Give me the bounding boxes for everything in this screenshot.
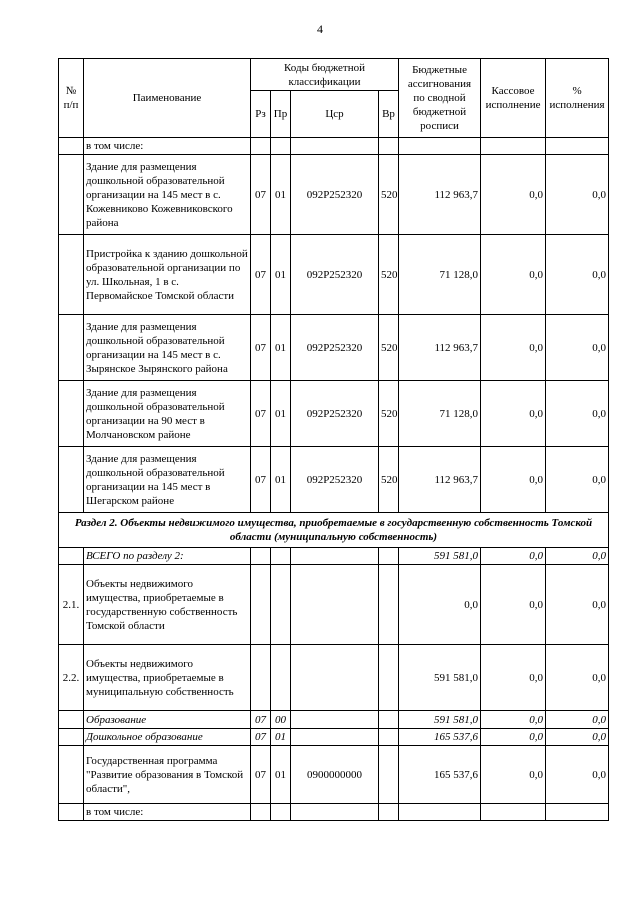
row-rz: 07 [251, 315, 271, 381]
row-name: Государственная программа "Развитие образования в Томской области", [84, 746, 251, 804]
row-name: в том числе: [84, 804, 251, 821]
table-row [59, 804, 609, 821]
row-budget: 112 963,7 [399, 315, 481, 381]
total-label: ВСЕГО по разделу 2: [84, 548, 251, 565]
row-num [59, 804, 84, 821]
row-budget: 71 128,0 [399, 235, 481, 315]
table-row [59, 645, 609, 711]
row-name: Здание для размещения дошкольной образовательной организации на 145 мест в Шегарском районе [84, 447, 251, 513]
row-cash: 0,0 [481, 729, 546, 746]
table-row [59, 447, 609, 513]
row-cash: 0,0 [481, 711, 546, 729]
row-percent: 0,0 [546, 155, 609, 235]
row-num [59, 729, 84, 746]
row-percent: 0,0 [546, 315, 609, 381]
header-vr: Вр [379, 91, 399, 138]
section-title: Раздел 2. Объекты недвижимого имущества, приобретаемые в государственную собственность Томской области (муниципальную собственность) [59, 513, 609, 548]
row-name: Объекты недвижимого имущества, приобретаемые в муниципальную собственность [84, 645, 251, 711]
header-csr: Цср [291, 91, 379, 138]
row-cash: 0,0 [481, 645, 546, 711]
row-budget: 591 581,0 [399, 645, 481, 711]
row-pr [271, 645, 291, 711]
row-csr [291, 565, 379, 645]
row-budget [399, 804, 481, 821]
table-row [59, 711, 609, 729]
row-csr: 092P252320 [291, 315, 379, 381]
row-percent: 0,0 [546, 381, 609, 447]
row-pr: 01 [271, 155, 291, 235]
budget-table [58, 58, 609, 821]
row-pr: 01 [271, 729, 291, 746]
table-row [59, 155, 609, 235]
row-percent: 0,0 [546, 729, 609, 746]
row-name: Здание для размещения дошкольной образовательной организации на 145 мест в с. Зырянское Зырянского района [84, 315, 251, 381]
row-csr: 0900000000 [291, 746, 379, 804]
row-csr: 092P252320 [291, 155, 379, 235]
page-number: 4 [317, 22, 323, 36]
table-row [59, 235, 609, 315]
row-rz [251, 565, 271, 645]
total-cash: 0,0 [481, 548, 546, 565]
row-vr: 520 [379, 235, 399, 315]
row-pr [271, 804, 291, 821]
row-name: Пристройка к зданию дошкольной образовательной организации по ул. Школьная, 1 в с. Первомайское Томской области [84, 235, 251, 315]
row-pr: 01 [271, 381, 291, 447]
row-rz: 07 [251, 746, 271, 804]
row-csr [291, 729, 379, 746]
row-csr: 092P252320 [291, 235, 379, 315]
row-cash: 0,0 [481, 447, 546, 513]
row-rz: 07 [251, 711, 271, 729]
row-budget: 112 963,7 [399, 155, 481, 235]
row-vr: 520 [379, 447, 399, 513]
row-num [59, 138, 84, 155]
total-row [59, 548, 609, 565]
table-row [59, 746, 609, 804]
row-cash: 0,0 [481, 235, 546, 315]
row-pr: 01 [271, 235, 291, 315]
row-pr: 01 [271, 447, 291, 513]
table-body-part1 [59, 138, 609, 513]
section-title-row [59, 513, 609, 548]
row-budget: 165 537,6 [399, 746, 481, 804]
row-csr [291, 711, 379, 729]
table-body-part2 [59, 565, 609, 821]
row-cash [481, 138, 546, 155]
row-percent: 0,0 [546, 645, 609, 711]
row-vr: 520 [379, 315, 399, 381]
row-csr [291, 804, 379, 821]
row-percent: 0,0 [546, 746, 609, 804]
row-budget: 71 128,0 [399, 381, 481, 447]
row-budget: 591 581,0 [399, 711, 481, 729]
row-vr [379, 565, 399, 645]
row-name: Здание для размещения дошкольной образовательной организации на 90 мест в Молчановском районе [84, 381, 251, 447]
row-name: Объекты недвижимого имущества, приобретаемые в государственную собственность Томской области [84, 565, 251, 645]
row-cash: 0,0 [481, 565, 546, 645]
row-csr [291, 138, 379, 155]
row-cash: 0,0 [481, 746, 546, 804]
row-num [59, 235, 84, 315]
row-percent [546, 804, 609, 821]
header-name: Паименование [84, 59, 251, 138]
row-percent: 0,0 [546, 711, 609, 729]
row-name: Образование [84, 711, 251, 729]
row-vr: 520 [379, 381, 399, 447]
row-num [59, 711, 84, 729]
row-rz: 07 [251, 447, 271, 513]
row-num [59, 155, 84, 235]
row-num: 2.2. [59, 645, 84, 711]
header-pr: Пр [271, 91, 291, 138]
header-percent: % исполнения [546, 59, 609, 138]
row-percent: 0,0 [546, 447, 609, 513]
row-percent [546, 138, 609, 155]
table-row [59, 381, 609, 447]
header-codes: Коды бюджетной классификации [251, 59, 399, 91]
section-2 [59, 513, 609, 565]
row-csr: 092P252320 [291, 447, 379, 513]
header-rz: Рз [251, 91, 271, 138]
row-rz [251, 138, 271, 155]
row-num [59, 746, 84, 804]
row-cash: 0,0 [481, 315, 546, 381]
row-percent: 0,0 [546, 565, 609, 645]
row-num [59, 381, 84, 447]
table-row [59, 565, 609, 645]
row-num: 2.1. [59, 565, 84, 645]
row-vr [379, 138, 399, 155]
header-num: № п/п [59, 59, 84, 138]
row-name: Здание для размещения дошкольной образовательной организации на 145 мест в с. Кожевниково Кожевниковского района [84, 155, 251, 235]
row-rz [251, 804, 271, 821]
table-row [59, 138, 609, 155]
row-rz: 07 [251, 381, 271, 447]
row-csr: 092P252320 [291, 381, 379, 447]
total-percent: 0,0 [546, 548, 609, 565]
header-budget: Бюджетные ассигнования по сводной бюджетной росписи [399, 59, 481, 138]
total-budget: 591 581,0 [399, 548, 481, 565]
row-vr [379, 711, 399, 729]
row-vr [379, 804, 399, 821]
row-rz [251, 645, 271, 711]
row-vr [379, 645, 399, 711]
row-vr [379, 746, 399, 804]
row-vr [379, 729, 399, 746]
row-cash [481, 804, 546, 821]
row-budget: 165 537,6 [399, 729, 481, 746]
row-percent: 0,0 [546, 235, 609, 315]
row-num [59, 315, 84, 381]
table-row [59, 729, 609, 746]
table-row [59, 315, 609, 381]
row-budget: 0,0 [399, 565, 481, 645]
row-pr: 01 [271, 315, 291, 381]
row-pr [271, 138, 291, 155]
row-csr [291, 645, 379, 711]
row-name: в том числе: [84, 138, 251, 155]
row-vr: 520 [379, 155, 399, 235]
row-budget: 112 963,7 [399, 447, 481, 513]
row-pr: 00 [271, 711, 291, 729]
row-num [59, 447, 84, 513]
row-cash: 0,0 [481, 155, 546, 235]
row-rz: 07 [251, 235, 271, 315]
row-budget [399, 138, 481, 155]
row-name: Дошкольное образование [84, 729, 251, 746]
row-pr: 01 [271, 746, 291, 804]
row-pr [271, 565, 291, 645]
row-cash: 0,0 [481, 381, 546, 447]
header-cash: Кассовое исполнение [481, 59, 546, 138]
header-row-1 [59, 59, 609, 91]
row-rz: 07 [251, 729, 271, 746]
row-rz: 07 [251, 155, 271, 235]
